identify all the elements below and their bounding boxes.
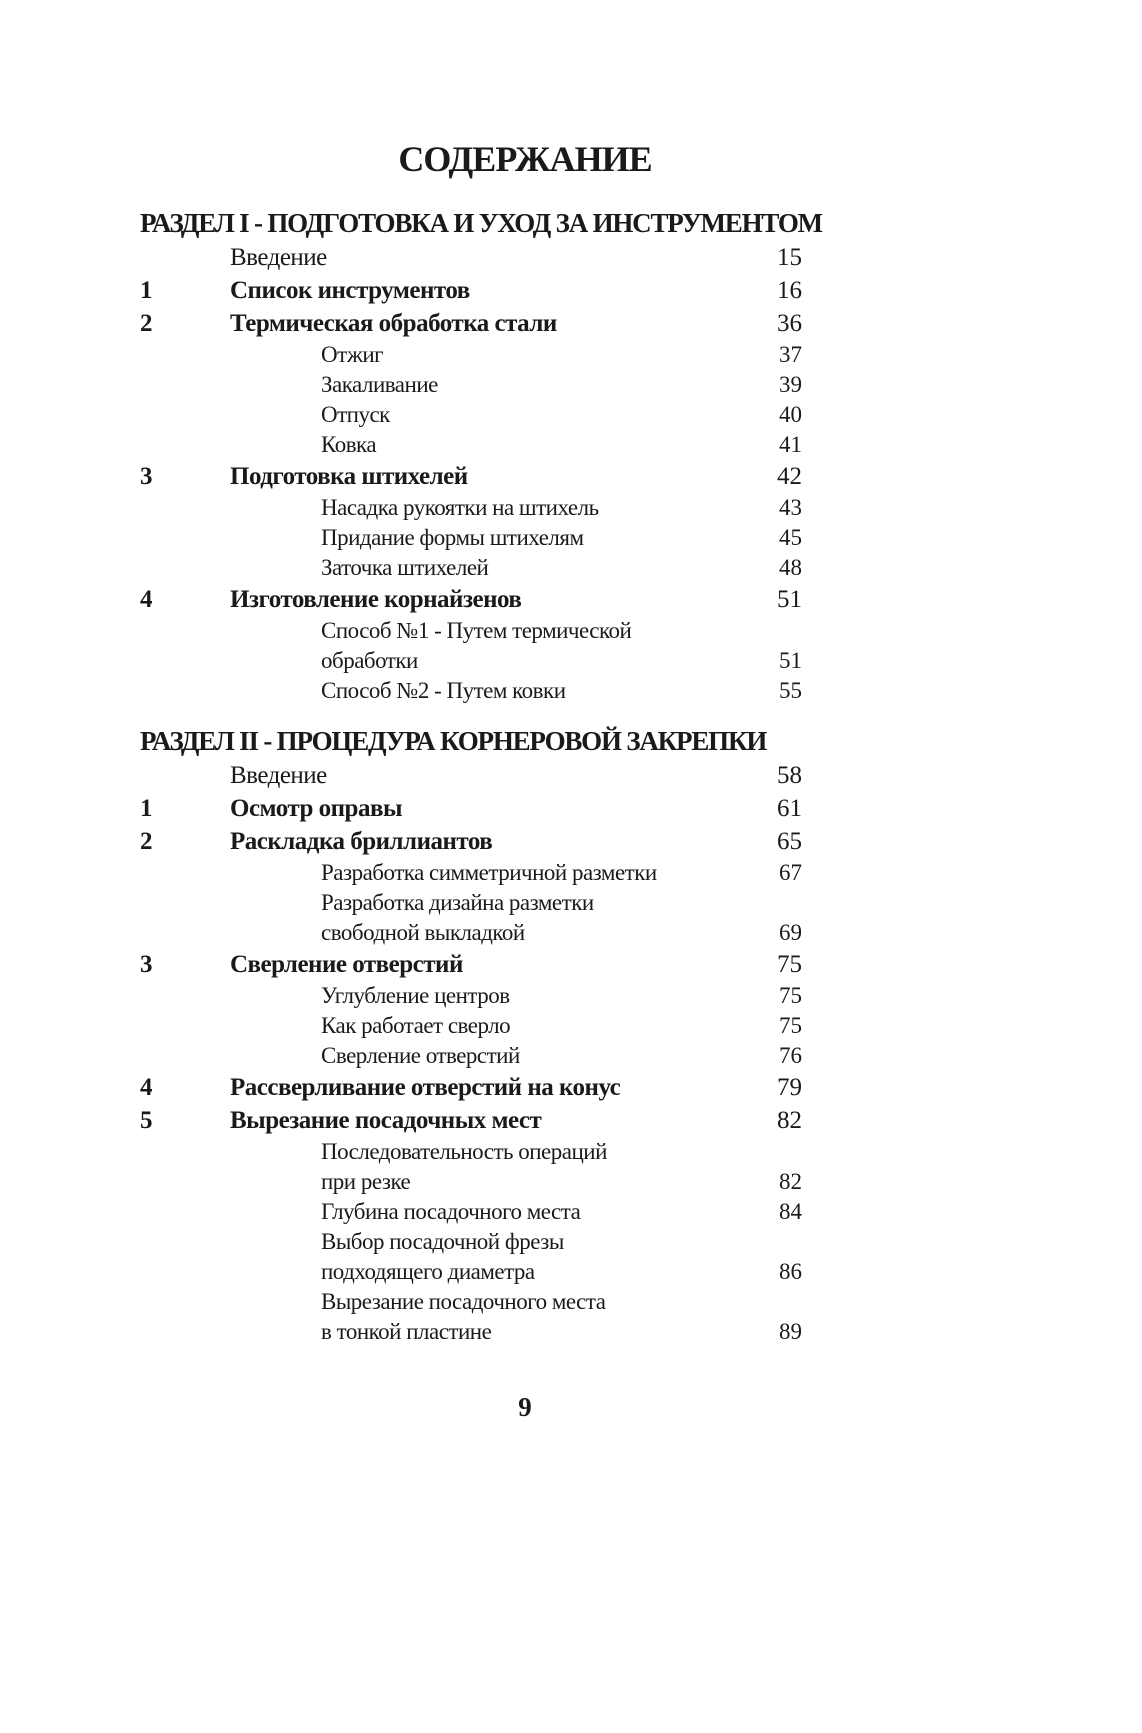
entry-number: 2 bbox=[140, 310, 153, 337]
entry-number: 2 bbox=[140, 828, 153, 855]
toc-entry bbox=[140, 523, 810, 553]
entry-title: свободной выкладкой bbox=[321, 920, 525, 945]
toc-entry bbox=[140, 981, 810, 1011]
entry-title: Термическая обработка стали bbox=[230, 310, 557, 337]
entry-page: 51 bbox=[779, 648, 802, 673]
entry-page: 86 bbox=[779, 1259, 802, 1284]
entry-title: Углубление центров bbox=[321, 983, 510, 1008]
toc-entry bbox=[140, 1041, 810, 1071]
entry-title: Осмотр оправы bbox=[230, 795, 402, 822]
toc-entry bbox=[140, 1197, 810, 1227]
entry-number: 3 bbox=[140, 951, 153, 978]
entry-title: Насадка рукоятки на штихель bbox=[321, 495, 599, 520]
entry-title: Последовательность операций bbox=[321, 1139, 607, 1164]
entry-page: 55 bbox=[779, 678, 802, 703]
entry-page: 43 bbox=[779, 495, 802, 520]
entry-number: 4 bbox=[140, 586, 153, 613]
entry-title: подходящего диаметра bbox=[321, 1259, 535, 1284]
entry-page: 48 bbox=[779, 555, 802, 580]
entry-title: Сверление отверстий bbox=[230, 951, 463, 978]
entry-title: Изготовление корнайзенов bbox=[230, 586, 522, 613]
entry-title: Разработка симметричной разметки bbox=[321, 860, 657, 885]
table-of-contents bbox=[140, 205, 822, 1347]
entry-page: 82 bbox=[777, 1107, 802, 1134]
entry-title: Список инструментов bbox=[230, 277, 470, 304]
toc-entry bbox=[140, 460, 810, 493]
entry-page: 58 bbox=[777, 762, 802, 789]
entry-page: 15 bbox=[777, 244, 802, 271]
entry-page: 16 bbox=[777, 277, 802, 304]
entry-page: 65 bbox=[777, 828, 802, 855]
toc-entry bbox=[140, 676, 810, 706]
toc-entry bbox=[140, 888, 810, 918]
toc-entry bbox=[140, 1104, 810, 1137]
toc-entry bbox=[140, 493, 810, 523]
toc-entry bbox=[140, 759, 810, 792]
page-number: 9 bbox=[518, 1392, 532, 1422]
entry-title: Способ №2 - Путем ковки bbox=[321, 678, 566, 703]
entry-title: Закаливание bbox=[321, 372, 438, 397]
section-heading: РАЗДЕЛ II - ПРОЦЕДУРА КОРНЕРОВОЙ ЗАКРЕПКИ bbox=[140, 726, 767, 756]
entry-page: 36 bbox=[777, 310, 802, 337]
entry-page: 67 bbox=[779, 860, 802, 885]
section-heading: РАЗДЕЛ I - ПОДГОТОВКА И УХОД ЗА ИНСТРУМЕНТОМ bbox=[140, 208, 822, 238]
toc-entry bbox=[140, 616, 810, 646]
toc-entry bbox=[140, 1317, 810, 1347]
entry-title: Разработка дизайна разметки bbox=[321, 890, 594, 915]
toc-entry bbox=[140, 918, 810, 948]
entry-page: 89 bbox=[779, 1319, 802, 1344]
entry-title: Раскладка бриллиантов bbox=[230, 828, 493, 855]
entry-page: 41 bbox=[779, 432, 802, 457]
toc-entry bbox=[140, 1287, 810, 1317]
toc-entry bbox=[140, 1257, 810, 1287]
toc-entry bbox=[140, 583, 810, 616]
entry-page: 75 bbox=[779, 1013, 802, 1038]
entry-title: в тонкой пластине bbox=[321, 1319, 492, 1344]
entry-title: обработки bbox=[321, 648, 418, 673]
entry-title: Заточка штихелей bbox=[321, 555, 489, 580]
entry-title: Глубина посадочного места bbox=[321, 1199, 581, 1224]
toc-entry bbox=[140, 340, 810, 370]
toc-entry bbox=[140, 1071, 810, 1104]
toc-entry bbox=[140, 1011, 810, 1041]
entry-number: 3 bbox=[140, 463, 153, 490]
entry-page: 76 bbox=[779, 1043, 802, 1068]
entry-title: Способ №1 - Путем термической bbox=[321, 618, 632, 643]
entry-title: Выбор посадочной фрезы bbox=[321, 1229, 564, 1254]
entry-title: при резке bbox=[321, 1169, 411, 1194]
toc-entry bbox=[140, 1227, 810, 1257]
toc-entry bbox=[140, 1137, 810, 1167]
entry-page: 45 bbox=[779, 525, 802, 550]
entry-page: 42 bbox=[777, 463, 802, 490]
entry-page: 82 bbox=[779, 1169, 802, 1194]
entry-title: Подготовка штихелей bbox=[230, 463, 468, 490]
entry-page: 61 bbox=[777, 795, 802, 822]
entry-title: Сверление отверстий bbox=[321, 1043, 520, 1068]
entry-page: 84 bbox=[779, 1199, 802, 1224]
entry-page: 40 bbox=[779, 402, 802, 427]
entry-number: 4 bbox=[140, 1074, 153, 1101]
entry-page: 39 bbox=[779, 372, 802, 397]
entry-title: Ковка bbox=[321, 432, 377, 457]
entry-page: 51 bbox=[777, 586, 802, 613]
entry-number: 1 bbox=[140, 277, 153, 304]
toc-entry bbox=[140, 825, 810, 858]
entry-title: Отжиг bbox=[321, 342, 384, 367]
entry-page: 79 bbox=[777, 1074, 802, 1101]
toc-entry bbox=[140, 948, 810, 981]
entry-page: 75 bbox=[779, 983, 802, 1008]
entry-page: 69 bbox=[779, 920, 802, 945]
entry-title: Введение bbox=[230, 762, 327, 789]
page-title: СОДЕРЖАНИЕ bbox=[398, 139, 652, 179]
entry-title: Как работает сверло bbox=[321, 1013, 511, 1038]
entry-title: Отпуск bbox=[321, 402, 390, 427]
entry-title: Введение bbox=[230, 244, 327, 271]
toc-entry bbox=[140, 307, 810, 340]
entry-title: Вырезание посадочного места bbox=[321, 1289, 606, 1314]
toc-entry bbox=[140, 553, 810, 583]
entry-title: Вырезание посадочных мест bbox=[230, 1107, 542, 1134]
toc-entry bbox=[140, 1167, 810, 1197]
toc-entry bbox=[140, 430, 810, 460]
toc-entry bbox=[140, 274, 810, 307]
entry-page: 75 bbox=[777, 951, 802, 978]
entry-page: 37 bbox=[779, 342, 802, 367]
toc-entry bbox=[140, 858, 810, 888]
toc-entry bbox=[140, 646, 810, 676]
entry-number: 1 bbox=[140, 795, 153, 822]
toc-entry bbox=[140, 370, 810, 400]
entry-number: 5 bbox=[140, 1107, 153, 1134]
toc-entry bbox=[140, 241, 810, 274]
entry-title: Рассверливание отверстий на конус bbox=[230, 1074, 621, 1101]
toc-entry bbox=[140, 792, 810, 825]
toc-entry bbox=[140, 400, 810, 430]
entry-title: Придание формы штихелям bbox=[321, 525, 584, 550]
